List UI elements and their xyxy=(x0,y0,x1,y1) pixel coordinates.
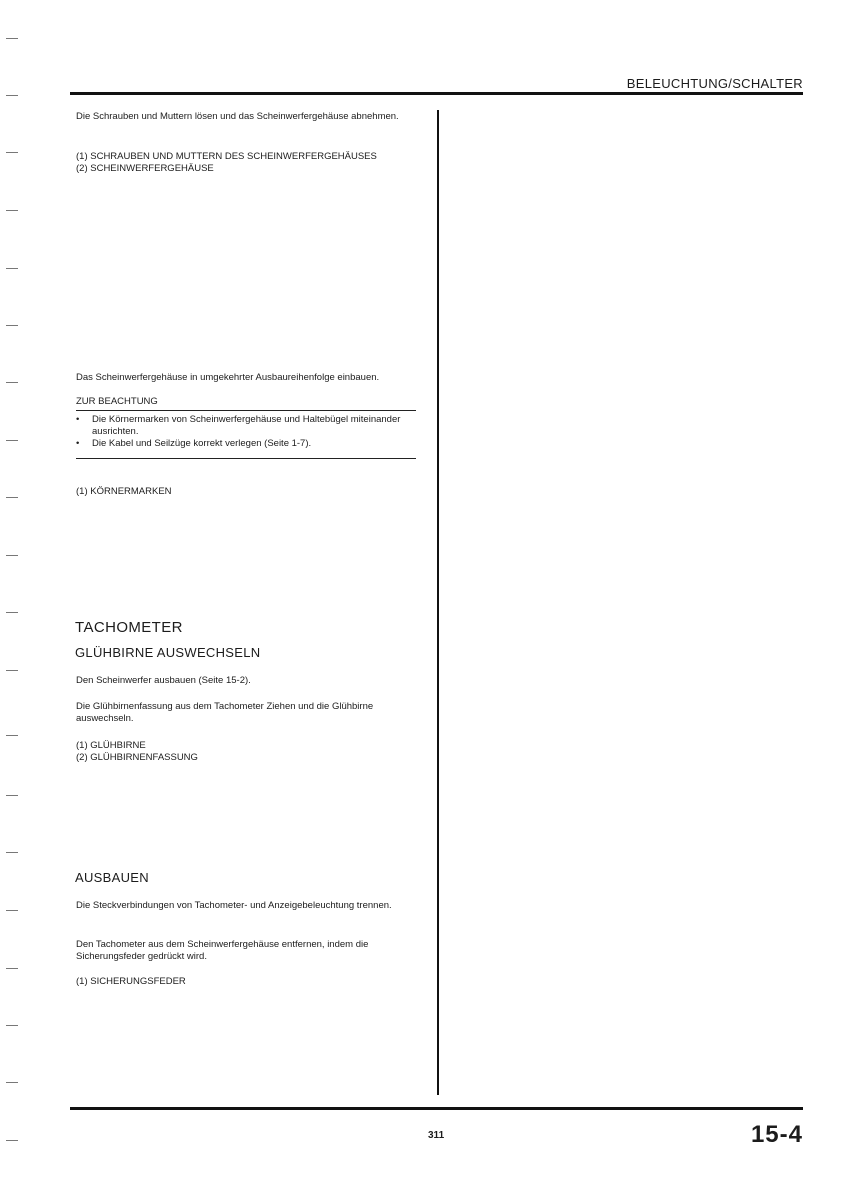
page-number: 15-4 xyxy=(750,1121,803,1148)
note-list xyxy=(76,414,416,450)
header-rule xyxy=(70,92,803,95)
install-paragraph: Das Scheinwerfergehäuse in umgekehrter Ausbaureihenfolge einbauen. xyxy=(76,372,380,383)
tachometer-paragraph-2: Die Glühbirnenfassung aus dem Tachometer Ziehen und die Glühbirne auswechseln. xyxy=(76,701,374,724)
tachometer-paragraph-1: Den Scheinwerfer ausbauen (Seite 15-2). xyxy=(76,675,251,686)
note-top-rule xyxy=(76,410,416,411)
sheet-number: 311 xyxy=(428,1130,445,1141)
note-bottom-rule xyxy=(76,458,416,459)
note-item: • Die Kabel und Seilzüge korrekt verlegen (Seite 1-7). xyxy=(76,438,312,449)
note-title: ZUR BEACHTUNG xyxy=(76,396,158,407)
intro-label-2: (2) SCHEINWERFERGEHÄUSE xyxy=(76,163,214,174)
marker-label: (1) KÖRNERMARKEN xyxy=(76,486,172,497)
column-divider xyxy=(437,110,439,1095)
intro-label-1: (1) SCHRAUBEN UND MUTTERN DES SCHEINWERFERGEHÄUSES xyxy=(76,151,377,162)
tachometer-label-1: (1) GLÜHBIRNE xyxy=(76,740,146,751)
footer-rule xyxy=(70,1107,803,1110)
removal-label-1: (1) SICHERUNGSFEDER xyxy=(76,976,186,987)
removal-paragraph-2: Den Tachometer aus dem Scheinwerfergehäuse entfernen, indem die Sicherungsfeder gedrückt wird. xyxy=(76,939,369,962)
removal-paragraph-1: Die Steckverbindungen von Tachometer- und Anzeigebeleuchtung trennen. xyxy=(76,900,392,911)
intro-paragraph: Die Schrauben und Muttern lösen und das Scheinwerfergehäuse abnehmen. xyxy=(76,111,399,122)
removal-heading: AUSBAUEN xyxy=(75,870,149,885)
section-title: BELEUCHTUNG/SCHALTER xyxy=(626,76,803,91)
tachometer-heading: TACHOMETER xyxy=(75,619,183,636)
bullet-icon: • xyxy=(76,438,80,449)
bullet-icon: • xyxy=(76,414,80,425)
note-item: • Die Körnermarken von Scheinwerfergehäuse und Haltebügel miteinander ausrichten. xyxy=(76,414,401,437)
bulb-replace-heading: GLÜHBIRNE AUSWECHSELN xyxy=(75,645,261,660)
tachometer-label-2: (2) GLÜHBIRNENFASSUNG xyxy=(76,752,198,763)
